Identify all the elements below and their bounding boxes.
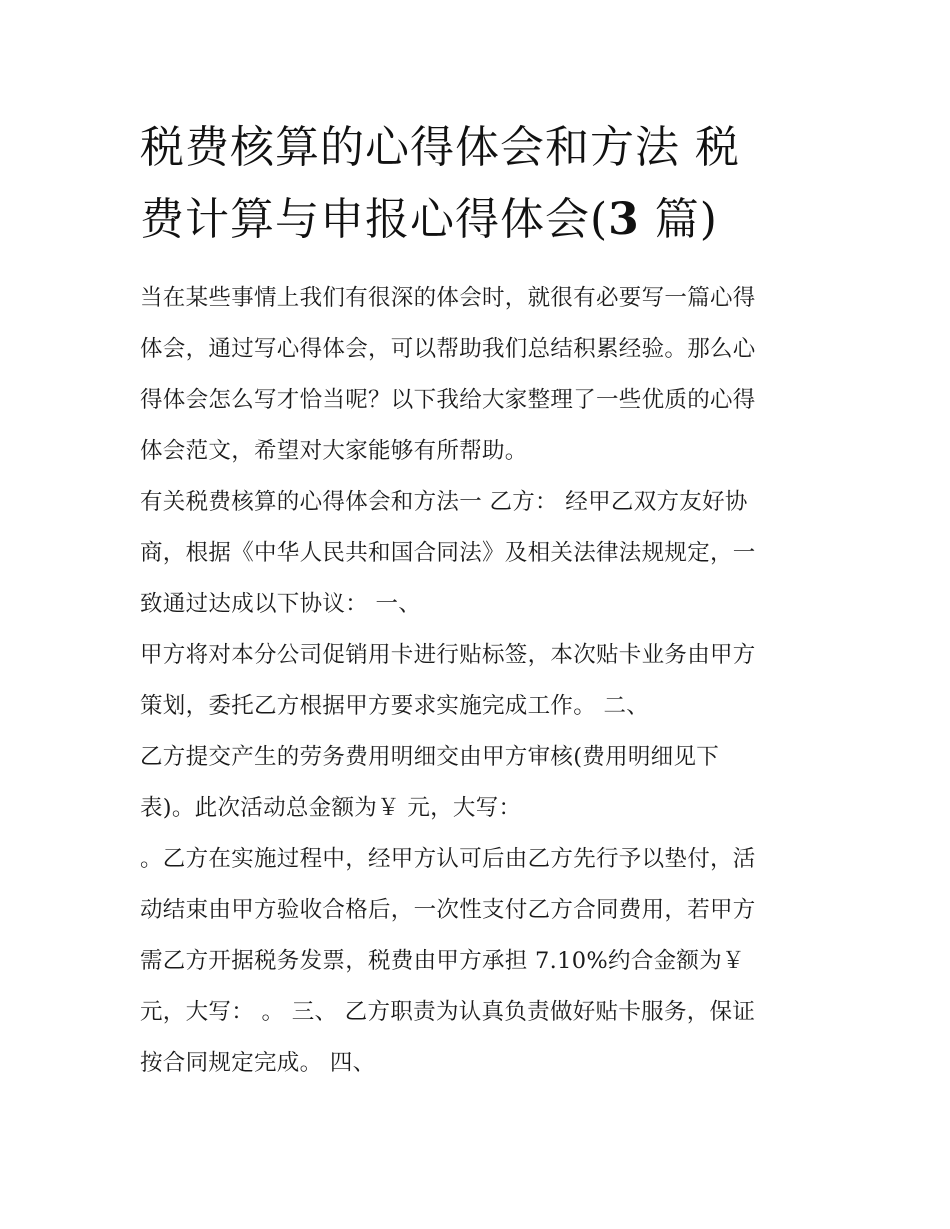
- intro-paragraph: [140, 273, 830, 477]
- text-line: 致通过达成以下协议： 一、: [140, 591, 422, 617]
- text-line: 表)。此次活动总金额为￥ 元，大写：: [140, 795, 522, 821]
- text-line: 乙方提交产生的劳务费用明细交由甲方审核(费用明细见下: [140, 744, 720, 770]
- text-line: 元，大写： 。 三、 乙方职责为认真负责做好贴卡服务，保证: [140, 999, 756, 1025]
- agreement-paragraph: [140, 477, 830, 630]
- text-line: 动结束由甲方验收合格后，一次性支付乙方合同费用，若甲方: [140, 897, 756, 923]
- document-title: [140, 112, 820, 256]
- title-text: 费计算与申报心得体会(: [140, 194, 609, 245]
- title-line: [140, 184, 820, 256]
- title-count: 3: [608, 194, 640, 245]
- text-line: 体会范文，希望对大家能够有所帮助。: [140, 438, 528, 464]
- text-line: 当在某些事情上我们有很深的体会时，就很有必要写一篇心得: [140, 285, 756, 311]
- title-suffix: 篇): [639, 194, 718, 245]
- text-line: 体会，通过写心得体会，可以帮助我们总结积累经验。那么心: [140, 336, 756, 362]
- clause-one-paragraph: [140, 630, 830, 732]
- text-line: 策划，委托乙方根据甲方要求实施完成工作。 二、: [140, 693, 650, 719]
- text-line: 得体会怎么写才恰当呢？以下我给大家整理了一些优质的心得: [140, 387, 756, 413]
- text-line: 按合同规定完成。 四、: [140, 1050, 376, 1076]
- text-line: 甲方将对本分公司促销用卡进行贴标签，本次贴卡业务由甲方: [140, 642, 756, 668]
- text-line: 商，根据《中华人民共和国合同法》及相关法律法规规定，一: [140, 540, 756, 566]
- text-line: 。乙方在实施过程中，经甲方认可后由乙方先行予以垫付，活: [140, 846, 756, 872]
- document-body: [140, 273, 830, 1089]
- text-line: 有关税费核算的心得体会和方法一 乙方： 经甲乙双方友好协: [140, 489, 748, 515]
- payment-paragraph: [140, 834, 830, 1089]
- text-line: 需乙方开据税务发票，税费由甲方承担 7.10%约合金额为￥: [140, 948, 745, 974]
- title-line: 税费核算的心得体会和方法 税: [140, 122, 740, 173]
- clause-two-paragraph: [140, 732, 830, 834]
